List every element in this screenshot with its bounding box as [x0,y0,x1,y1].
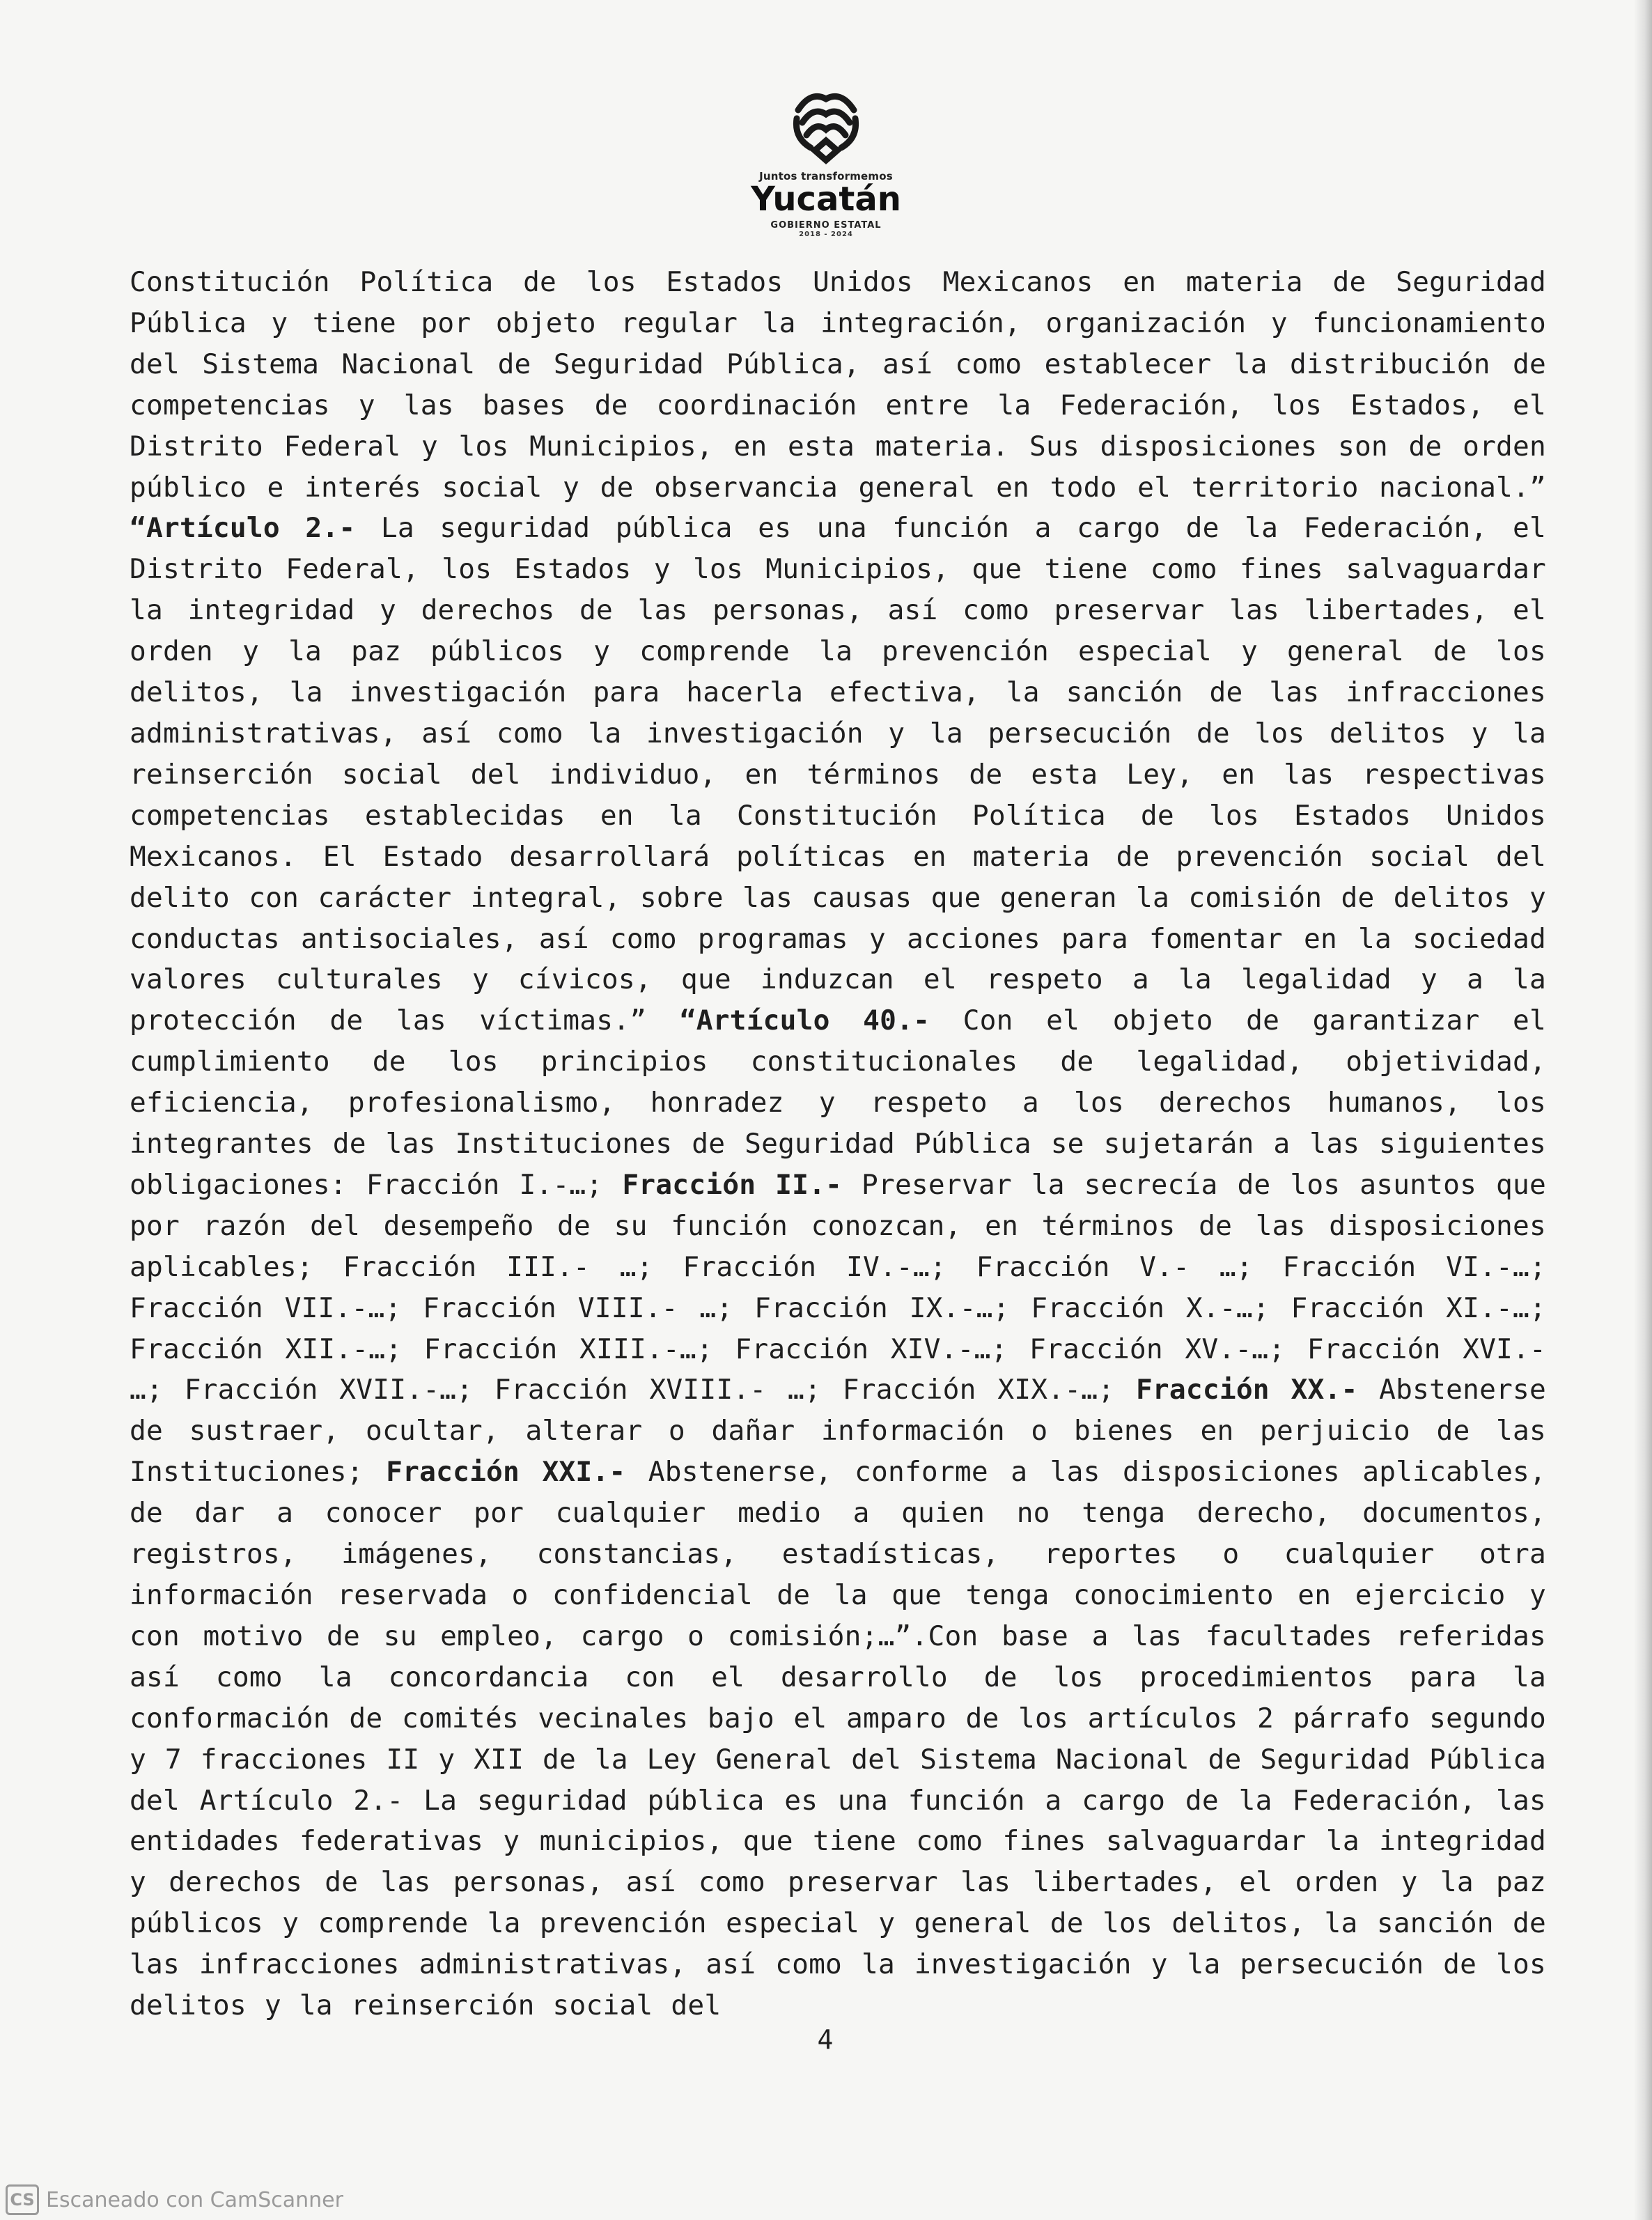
document-header [696,78,956,252]
body-text-intro: Constitución Política de los Estados Unidos Mexicanos en materia de Seguridad Pública y tiene por objeto regular la integración, organización y funcionamiento del Sistema Nacional de Seguridad Pública, así como establecer la distribución de competencias y las bases de coordinación entre la Federación, los Estados, el Distrito Federal y los Municipios, en esta materia. Sus disposiciones son de orden público e interés social y de observancia general en todo el territorio nacional.” [130,266,1546,504]
scanner-watermark [6,2184,343,2215]
fraction-ii-label: Fracción II.- [622,1168,843,1201]
scanner-watermark-text: Escaneado con CamScanner [46,2187,343,2212]
page-number: 4 [817,2024,834,2055]
document-body [130,262,1546,2026]
logo-tagline: Juntos transformemos [759,170,893,183]
logo-years: 2018 - 2024 [799,231,853,238]
logo-name: Yucatán [751,180,901,219]
page-edge-shadow [1634,0,1652,2220]
article-40-label: “Artículo 40.- [679,1004,930,1037]
fraction-xx-text: Abstenerse de sustraer, ocultar, alterar o dañar información o bienes en perjuicio de las Instituciones; [130,1374,1546,1489]
logo-government: GOBIERNO ESTATAL [770,220,882,231]
article-40-text: Con el objeto de garantizar el cumplimiento de los principios constitucionales de legalidad, objetividad, eficiencia, profesionalismo, honradez y respeto a los derechos humanos, los integrantes de las Instituciones de Seguridad Pública se sujetarán a las siguientes obligaciones: Fracción I.-…; [130,1004,1547,1201]
fraction-xxi-label: Fracción XXI.- [386,1456,626,1489]
article-2-text: La seguridad pública es una función a cargo de la Federación, el Distrito Federal, los Estados y los Municipios, que tiene como fines salvaguardar la integridad y derechos de las personas, así como preservar las libertades, el orden y la paz públicos y comprende la prevención especial y general de los delitos, la investigación para hacerla efectiva, la sanción de las infracciones administrativas, así como la investigación y la persecución de los delitos y la reinserción social del individuo, en términos de esta Ley, en las respectivas competencias establecidas en la Constitución Política de los Estados Unidos Mexicanos. El Estado desarrollará políticas en materia de prevención social del delito con carácter integral, sobre las causas que generan la comisión de delitos y conductas antisociales, así como programas y acciones para fomentar en la sociedad valores culturales y cívicos, que induzcan el respeto a la legalidad y a la protección de las víctimas.” [130,512,1546,1037]
camscanner-icon: CS [6,2184,39,2215]
yucatan-emblem-icon [783,78,869,164]
article-2-label: “Artículo 2.- [130,512,356,545]
fraction-xxi-text: Abstenerse, conforme a las disposiciones aplicables, de dar a conocer por cualquier medio a quien no tenga derecho, documentos, registros, imágenes, constancias, estadísticas, reportes o cualquier otra información reservada o confidencial de la que tenga conocimiento en ejercicio y con motivo de su empleo, cargo o comisión;…”.Con base a las facultades referidas así como la concordancia con el desarrollo de los procedimientos para la conformación de comités vecinales bajo el amparo de los artículos 2 párrafo segundo y 7 fracciones II y XII de la Ley General del Sistema Nacional de Seguridad Pública del Artículo 2.- La seguridad pública es una función a cargo de la Federación, las entidades federativas y municipios, que tiene como fines salvaguardar la integridad y derechos de las personas, así como preservar las libertades, el orden y la paz públicos y comprende la prevención especial y general de los delitos, la sanción de las infracciones administrativas, así como la investigación y la persecución de los delitos y la reinserción social del [130,1456,1547,2022]
fraction-xx-label: Fracción XX.- [1135,1374,1358,1406]
fraction-ii-text: Preservar la secrecía de los asuntos que por razón del desempeño de su función conozcan, en términos de las disposiciones aplicables; Fracción III.- …; Fracción IV.-…; Fracción V.- …; Fracción VI.-…; Fracción VII.-…; Fracción VIII.- …; Fracción IX.-…; Fracción X.-…; Fracción XI.-…; Fracción XII.-…; Fracción XIII.-…; Fracción XIV.-…; Fracción XV.-…; Fracción XVI.- …; Fracción XVII.-…; Fracción XVIII.- …; Fracción XIX.-…; [130,1168,1546,1406]
